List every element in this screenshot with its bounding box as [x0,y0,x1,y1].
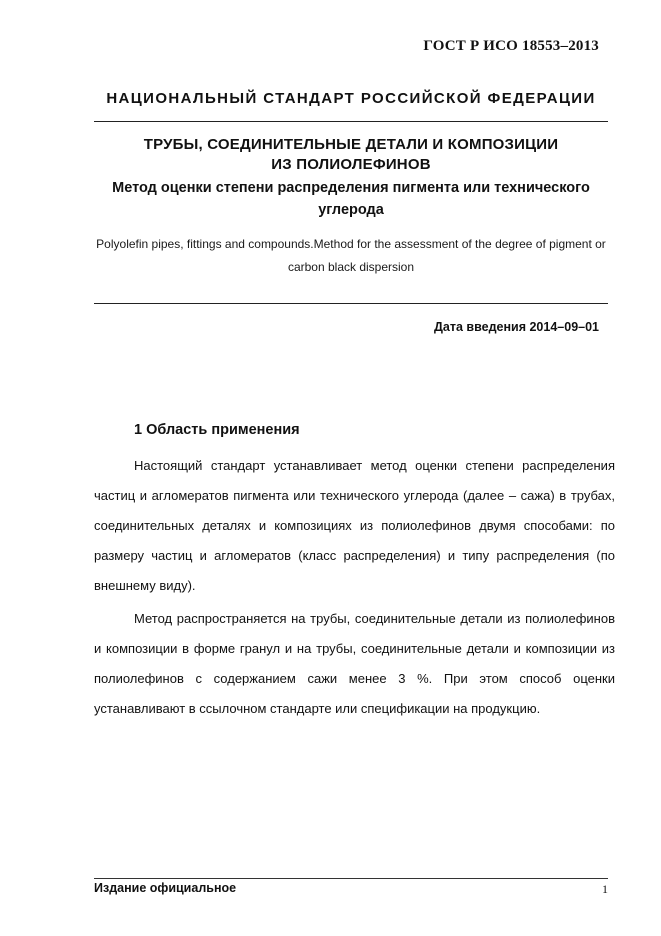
divider-top [94,121,608,122]
english-title-line-1: Polyolefin pipes, fittings and compounds.Method for the assessment of the degree of pigment or [96,237,606,251]
document-subtitle [94,177,608,221]
divider-bottom [94,303,608,304]
footer-divider [94,878,608,879]
page-number: 1 [602,882,608,896]
title-line-2: ИЗ ПОЛИОЛЕФИНОВ [271,156,431,173]
introduction-date: Дата введения 2014–09–01 [434,320,599,334]
scope-paragraph-1: Настоящий стандарт устанавливает метод оценки степени распределения частиц и агломератов пигмента или технического углерода (далее – сажа) в трубах, соединительных деталях и композициях из полиолефинов двумя способами: по размеру частиц и агломератов (класс распределения) и типу распределения (по внешнему виду). [94,458,615,593]
national-standard-heading: НАЦИОНАЛЬНЫЙ СТАНДАРТ РОССИЙСКОЙ ФЕДЕРАЦИИ [106,90,596,107]
official-edition-label: Издание официальное [94,881,237,895]
document-title [94,135,608,175]
scope-paragraph-2: Метод распространяется на трубы, соединительные детали из полиолефинов и композиции в форме гранул и на трубы, соединительные детали и композиции из полиолефинов с содержанием сажи менее 3 %. При этом способ оценки устанавливают в ссылочном стандарте или спецификации на продукцию. [94,611,615,716]
subtitle-line-1: Метод оценки степени распределения пигмента или технического [112,180,590,196]
title-line-1: ТРУБЫ, СОЕДИНИТЕЛЬНЫЕ ДЕТАЛИ И КОМПОЗИЦИИ [143,136,559,153]
subtitle-line-2: углерода [318,202,384,218]
english-title-line-2: carbon black dispersion [287,260,415,274]
english-title [94,233,608,279]
standard-code: ГОСТ Р ИСО 18553–2013 [423,38,599,54]
section-heading-scope: 1 Область применения [134,422,300,438]
